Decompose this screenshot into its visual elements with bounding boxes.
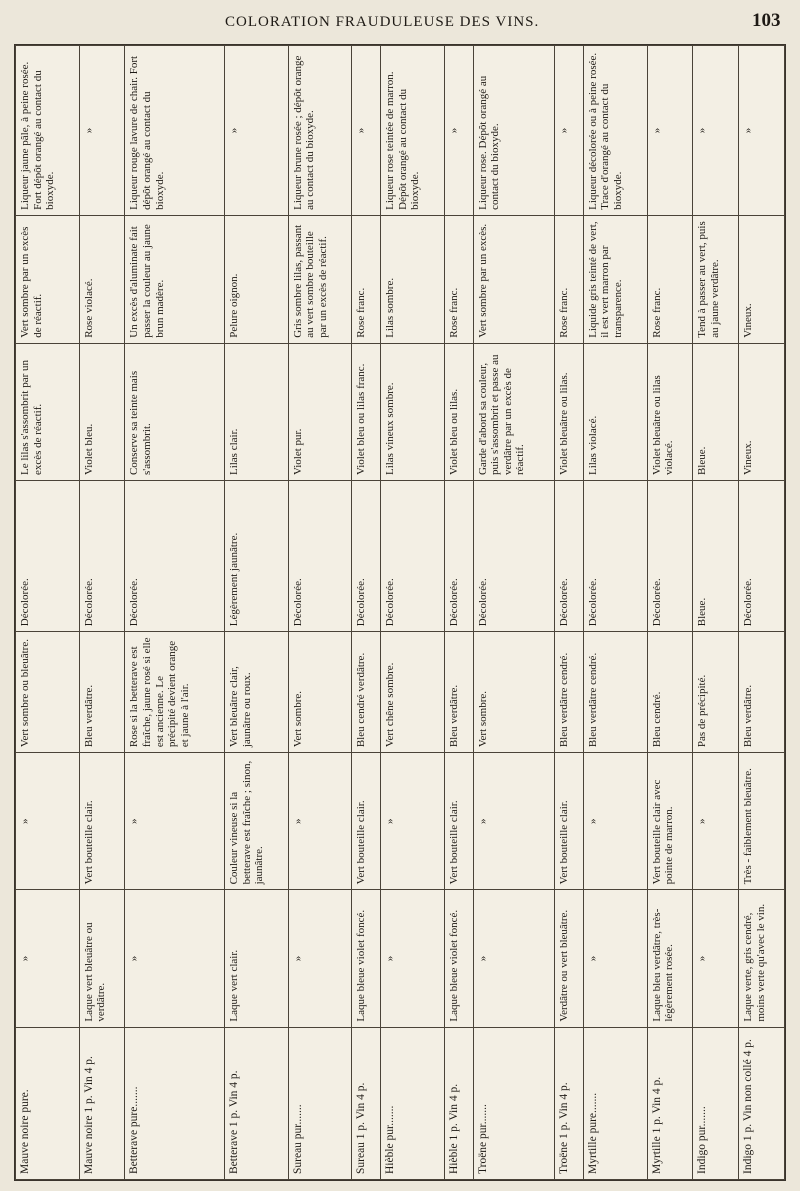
table-cell: Vert bouteille clair. [352, 753, 381, 890]
table-cell: Vert sombre par un excès de réactif. [16, 215, 80, 343]
table-cell: » [647, 46, 693, 216]
table-cell: Liqueur brune rosée ; dépôt orange au contact du bioxyde. [288, 46, 352, 216]
table-cell: Bleue. [693, 481, 739, 632]
table-cell: Liqueur rose teintée de marron. Dépôt orangé au contact du bioxyde. [381, 46, 445, 216]
table-cell: » [693, 753, 739, 890]
row-label: Troëne pur....... [473, 1027, 555, 1179]
table-cell: Violet bleuâtre ou lilas. [555, 343, 584, 480]
table-cell: » [473, 890, 555, 1027]
table-cell: Rose franc. [647, 215, 693, 343]
page-header [0, 0, 800, 48]
table-cell: Le lilas s'assombrit par un excès de réactif. [16, 343, 80, 480]
table-row [473, 46, 555, 1180]
table-cell: Décolorée. [444, 481, 473, 632]
table-cell: » [288, 890, 352, 1027]
table-cell: Conserve sa teinte mais s'assombrit. [125, 343, 225, 480]
table-cell: Décolorée. [473, 481, 555, 632]
table-cell: Vert bleuâtre clair, jaunâtre ou roux. [225, 632, 289, 753]
table-cell: Violet bleu ou lilas franc. [352, 343, 381, 480]
table-cell: Rose si la betterave est fraîche, jaune rosé si elle est ancienne. Le précipité devient orange et jaune à l'air. [125, 632, 225, 753]
row-label: Myrtille 1 p. Vin 4 p. [647, 1027, 693, 1179]
table-row [739, 46, 785, 1180]
table-cell: Pelure oignon. [225, 215, 289, 343]
table-row [647, 46, 693, 1180]
table-cell: Lilas clair. [225, 343, 289, 480]
table-cell: Bleu verdâtre cendré. [555, 632, 584, 753]
table-cell: » [555, 46, 584, 216]
table-cell: Rose franc. [352, 215, 381, 343]
table-cell: Très - faiblement bleuâtre. [739, 753, 785, 890]
table-cell: Bleu verdâtre cendré. [583, 632, 647, 753]
table-cell: » [125, 753, 225, 890]
table-cell: Décolorée. [647, 481, 693, 632]
table-body [16, 46, 785, 1180]
table-row [381, 46, 445, 1180]
table-cell: Bleue. [693, 343, 739, 480]
running-title: COLORATION FRAUDULEUSE DES VINS. [225, 14, 540, 30]
table-cell: Décolorée. [79, 481, 125, 632]
table-cell: » [473, 753, 555, 890]
reagent-table [15, 45, 785, 1180]
table-cell: Un excès d'aluminate fait passer la couleur au jaune brun madère. [125, 215, 225, 343]
table-cell: Lilas vineux sombre. [381, 343, 445, 480]
table-cell: Bleu verdâtre. [739, 632, 785, 753]
page-number: 103 [752, 10, 781, 31]
row-label: Sureau pur....... [288, 1027, 352, 1179]
table-cell: Décolorée. [555, 481, 584, 632]
table-cell: Rose franc. [444, 215, 473, 343]
table-cell: Liqueur rouge lavure de chair. Fort dépôt orangé au contact du bioxyde. [125, 46, 225, 216]
table-cell: Liqueur jaune pâle, à peine rosée. Fort dépôt orangé au contact du bioxyde. [16, 46, 80, 216]
table-cell: Rose violacé. [79, 215, 125, 343]
table-cell: Vineux. [739, 215, 785, 343]
table-cell: Décolorée. [739, 481, 785, 632]
table-cell: » [381, 753, 445, 890]
table-cell: » [693, 46, 739, 216]
table-row [693, 46, 739, 1180]
table-row [583, 46, 647, 1180]
table-cell: Décolorée. [381, 481, 445, 632]
table-cell: Violet bleu. [79, 343, 125, 480]
table-cell: Vert sombre. [473, 632, 555, 753]
table-cell: Légèrement jaunâtre. [225, 481, 289, 632]
table-cell: Gris sombre lilas, passant au vert sombre bouteille par un excès de réactif. [288, 215, 352, 343]
table-cell: Violet bleu ou lilas. [444, 343, 473, 480]
table-cell: Laque bleue violet foncé. [444, 890, 473, 1027]
table-cell: Vert sombre par un excès. [473, 215, 555, 343]
table-row [79, 46, 125, 1180]
table-cell: Laque bleue violet foncé. [352, 890, 381, 1027]
table-cell: Laque vert bleuâtre ou verdâtre. [79, 890, 125, 1027]
table-cell: Liqueur rose. Dépôt orangé au contact du bioxyde. [473, 46, 555, 216]
reagent-table-frame [14, 44, 786, 1181]
table-cell: Décolorée. [583, 481, 647, 632]
table-cell: Bleu cendré. [647, 632, 693, 753]
row-label: Mauve noire pure. [16, 1027, 80, 1179]
table-cell: Bleu verdâtre. [79, 632, 125, 753]
table-cell: Vert bouteille clair. [444, 753, 473, 890]
row-label: Betterave 1 p. Vin 4 p. [225, 1027, 289, 1179]
table-cell: Liqueur décolorée ou à peine rosée. Trace d'orangé au contact du bioxyde. [583, 46, 647, 216]
reagent-table-rotated [15, 45, 785, 1180]
table-cell: Décolorée. [288, 481, 352, 632]
table-cell: » [693, 890, 739, 1027]
table-row [352, 46, 381, 1180]
row-label: Hièble 1 p. Vin 4 p. [444, 1027, 473, 1179]
table-cell: Couleur vineuse si la betterave est fraîche ; sinon, jaunâtre. [225, 753, 289, 890]
table-cell: Pas de précipité. [693, 632, 739, 753]
table-cell: Vert sombre ou bleuâtre. [16, 632, 80, 753]
table-cell: » [381, 890, 445, 1027]
table-cell: Décolorée. [16, 481, 80, 632]
table-cell: » [583, 890, 647, 1027]
table-cell: Laque vert clair. [225, 890, 289, 1027]
table-cell: Laque bleu verdâtre, très-légèrement rosée. [647, 890, 693, 1027]
table-cell: » [125, 890, 225, 1027]
table-cell: Violet pur. [288, 343, 352, 480]
row-label: Indigo 1 p. Vin non collé 4 p. [739, 1027, 785, 1179]
table-cell: Laque verte, gris cendré, moins verte qu'avec le vin. [739, 890, 785, 1027]
table-cell: Garde d'abord sa couleur, puis s'assombrit et passe au verdâtre par un excès de réactif. [473, 343, 555, 480]
table-cell: » [16, 753, 80, 890]
table-row [555, 46, 584, 1180]
row-label: Hièble pur....... [381, 1027, 445, 1179]
row-label: Sureau 1 p. Vin 4 p. [352, 1027, 381, 1179]
table-cell: Vert chêne sombre. [381, 632, 445, 753]
table-row [225, 46, 289, 1180]
table-row [16, 46, 80, 1180]
table-cell: » [739, 46, 785, 216]
table-cell: Bleu verdâtre. [444, 632, 473, 753]
row-label: Indigo pur....... [693, 1027, 739, 1179]
table-cell: Verdâtre ou vert bleuâtre. [555, 890, 584, 1027]
table-cell: Vert bouteille clair avec pointe de marron. [647, 753, 693, 890]
table-cell: Rose franc. [555, 215, 584, 343]
table-cell: » [444, 46, 473, 216]
table-cell: Violet bleuâtre ou lilas violacé. [647, 343, 693, 480]
table-row [288, 46, 352, 1180]
table-cell: Décolorée. [352, 481, 381, 632]
table-cell: Tend à passer au vert, puis au jaune verdâtre. [693, 215, 739, 343]
table-cell: » [79, 46, 125, 216]
table-row [125, 46, 225, 1180]
table-cell: » [225, 46, 289, 216]
table-cell: » [352, 46, 381, 216]
table-cell: Vert bouteille clair. [555, 753, 584, 890]
table-cell: Lilas violacé. [583, 343, 647, 480]
table-cell: Bleu cendré verdâtre. [352, 632, 381, 753]
table-cell: » [16, 890, 80, 1027]
table-cell: Vert bouteille clair. [79, 753, 125, 890]
row-label: Troëne 1 p. Vin 4 p. [555, 1027, 584, 1179]
table-cell: » [288, 753, 352, 890]
table-cell: Vineux. [739, 343, 785, 480]
table-row [444, 46, 473, 1180]
table-cell: Liquide gris teinté de vert, il est vert marron par transparence. [583, 215, 647, 343]
table-cell: » [583, 753, 647, 890]
row-label: Myrtille pure....... [583, 1027, 647, 1179]
row-label: Betterave pure....... [125, 1027, 225, 1179]
table-cell: Décolorée. [125, 481, 225, 632]
row-label: Mauve noire 1 p. Vin 4 p. [79, 1027, 125, 1179]
table-cell: Lilas sombre. [381, 215, 445, 343]
table-cell: Vert sombre. [288, 632, 352, 753]
